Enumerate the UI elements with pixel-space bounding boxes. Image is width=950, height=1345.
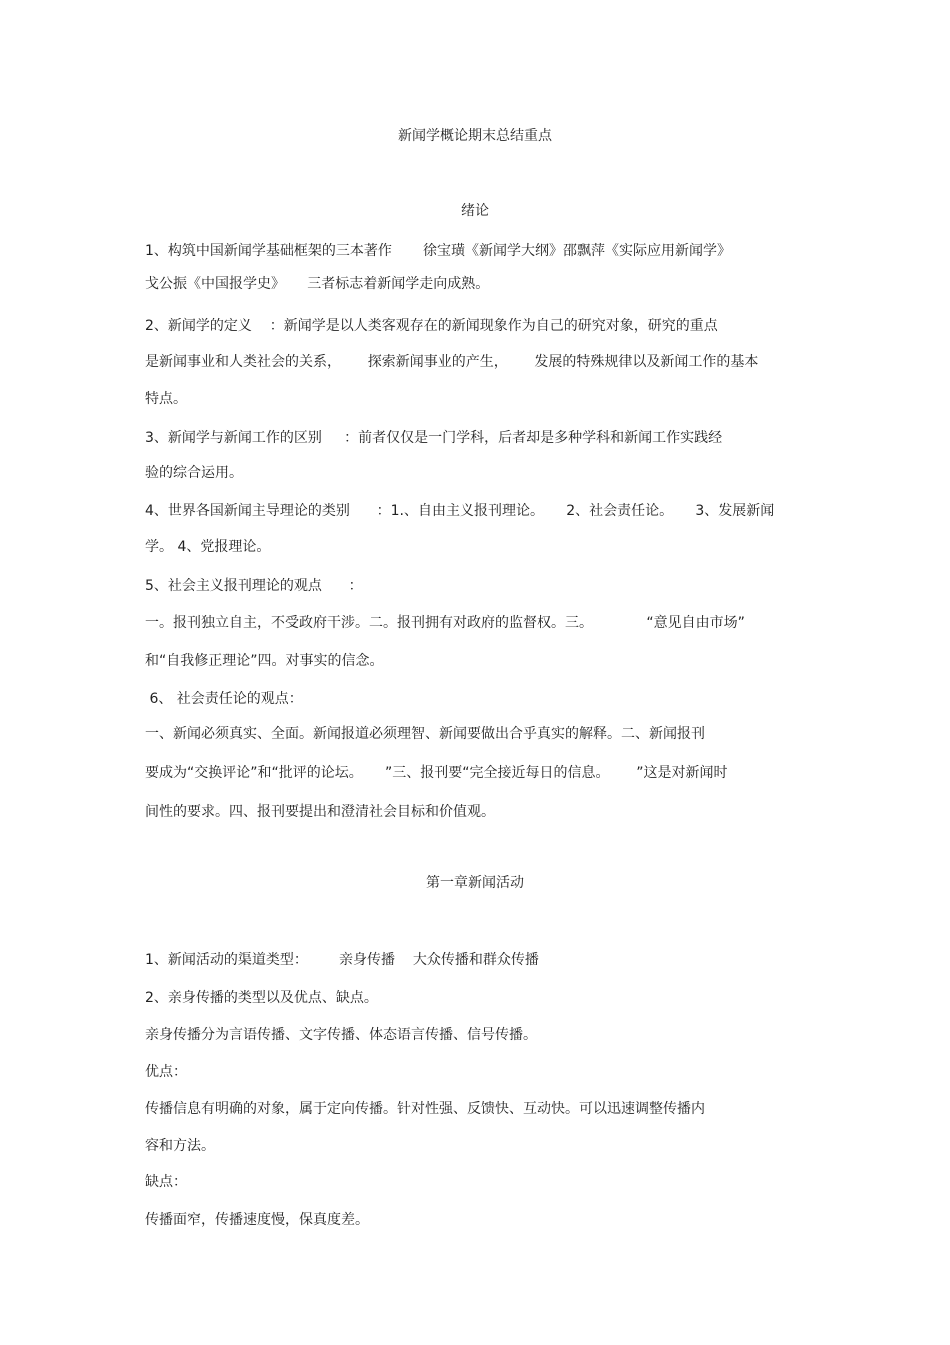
paragraph-line: 间性的要求。四、报刊要提出和澄清社会目标和价值观。 — [145, 804, 495, 820]
paragraph-line: 和“自我修正理论”四。对事实的信念。 — [145, 653, 384, 669]
paragraph-line: 一。报刊独立自主，不受政府干涉。二。报刊拥有对政府的监督权。三。 “意见自由市场” — [145, 615, 745, 631]
paragraph-line: 传播面窄，传播速度慢，保真度差。 — [145, 1212, 369, 1228]
paragraph-line: 容和方法。 — [145, 1138, 215, 1154]
paragraph-line: 传播信息有明确的对象，属于定向传播。针对性强、反馈快、互动快。可以迅速调整传播内 — [145, 1101, 705, 1117]
paragraph-line: 6、 社会责任论的观点： — [145, 691, 303, 707]
paragraph-line: 亲身传播分为言语传播、文字传播、体态语言传播、信号传播。 — [145, 1027, 537, 1043]
label-advantages: 优点： — [145, 1064, 187, 1080]
paragraph-line: 特点。 — [145, 391, 187, 407]
paragraph-line: 1、新闻活动的渠道类型： 亲身传播 大众传播和群众传播 — [145, 952, 539, 968]
section-heading-chapter1: 第一章新闻活动 — [426, 875, 524, 891]
paragraph-line: 5、社会主义报刊理论的观点 ： — [145, 578, 363, 594]
paragraph-line: 一、新闻必须真实、全面。新闻报道必须理智、新闻要做出合乎真实的解释。二、新闻报刊 — [145, 726, 705, 742]
document-title: 新闻学概论期末总结重点 — [398, 128, 552, 144]
paragraph-line: 3、新闻学与新闻工作的区别 ：前者仅仅是一门学科，后者却是多种学科和新闻工作实践经 — [145, 430, 723, 446]
paragraph-line: 1、构筑中国新闻学基础框架的三本著作 徐宝璜《新闻学大纲》邵飘萍《实际应用新闻学》 — [145, 243, 732, 259]
paragraph-line: 是新闻事业和人类社会的关系， 探索新闻事业的产生， 发展的特殊规律以及新闻工作的基本 — [145, 354, 759, 370]
paragraph-line: 学。 4、党报理论。 — [145, 539, 271, 555]
paragraph-line: 4、世界各国新闻主导理论的类别 ：1.、自由主义报刊理论。 2、社会责任论。 3、发展新闻 — [145, 503, 775, 519]
paragraph-line: 2、新闻学的定义 ：新闻学是以人类客观存在的新闻现象作为自己的研究对象，研究的重点 — [145, 318, 718, 334]
label-disadvantages: 缺点： — [145, 1174, 187, 1190]
paragraph-line: 验的综合运用。 — [145, 465, 243, 481]
paragraph-line: 戈公振《中国报学史》 三者标志着新闻学走向成熟。 — [145, 276, 490, 292]
paragraph-line: 2、亲身传播的类型以及优点、缺点。 — [145, 990, 378, 1006]
section-heading-intro: 绪论 — [461, 203, 489, 219]
paragraph-line: 要成为“交换评论”和“批评的论坛。 ”三、报刊要“完全接近每日的信息。 ”这是对新闻时 — [145, 765, 728, 781]
